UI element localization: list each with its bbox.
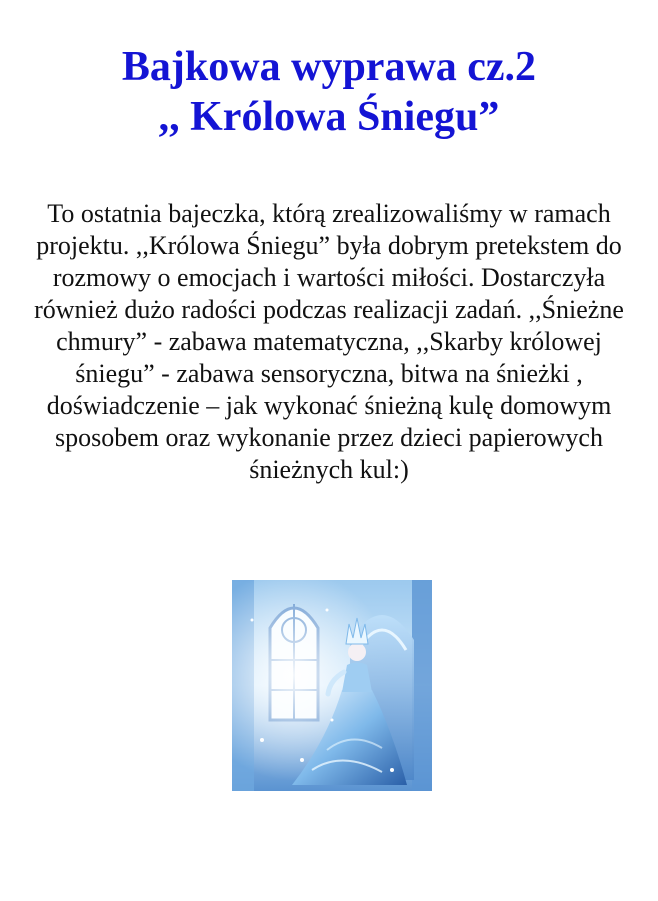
title-line-2: ,, Królowa Śniegu” (158, 94, 500, 140)
page-title (0, 42, 658, 142)
snow-queen-picture (232, 580, 432, 791)
title-line-1: Bajkowa wyprawa cz.2 (121, 44, 537, 90)
description-paragraph: To ostatnia bajeczka, którą zrealizowaliśmy w ramach projektu. ,,Królowa Śniegu” była dobrym pretekstem do rozmowy o emocjach i wartości miłości. Dostarczyła również dużo radości podczas realizacji zadań. ,,Śnieżne chmury” - zabawa matematyczna, ,,Skarby królowej śniegu” - zabawa sensoryczna, bitwa na śnieżki , doświadczenie – jak wykonać śnieżną kulę domowym sposobem oraz wykonanie przez dzieci papierowych śnieżnych kul:) (34, 199, 624, 484)
snow-queen-illustration (232, 580, 432, 791)
